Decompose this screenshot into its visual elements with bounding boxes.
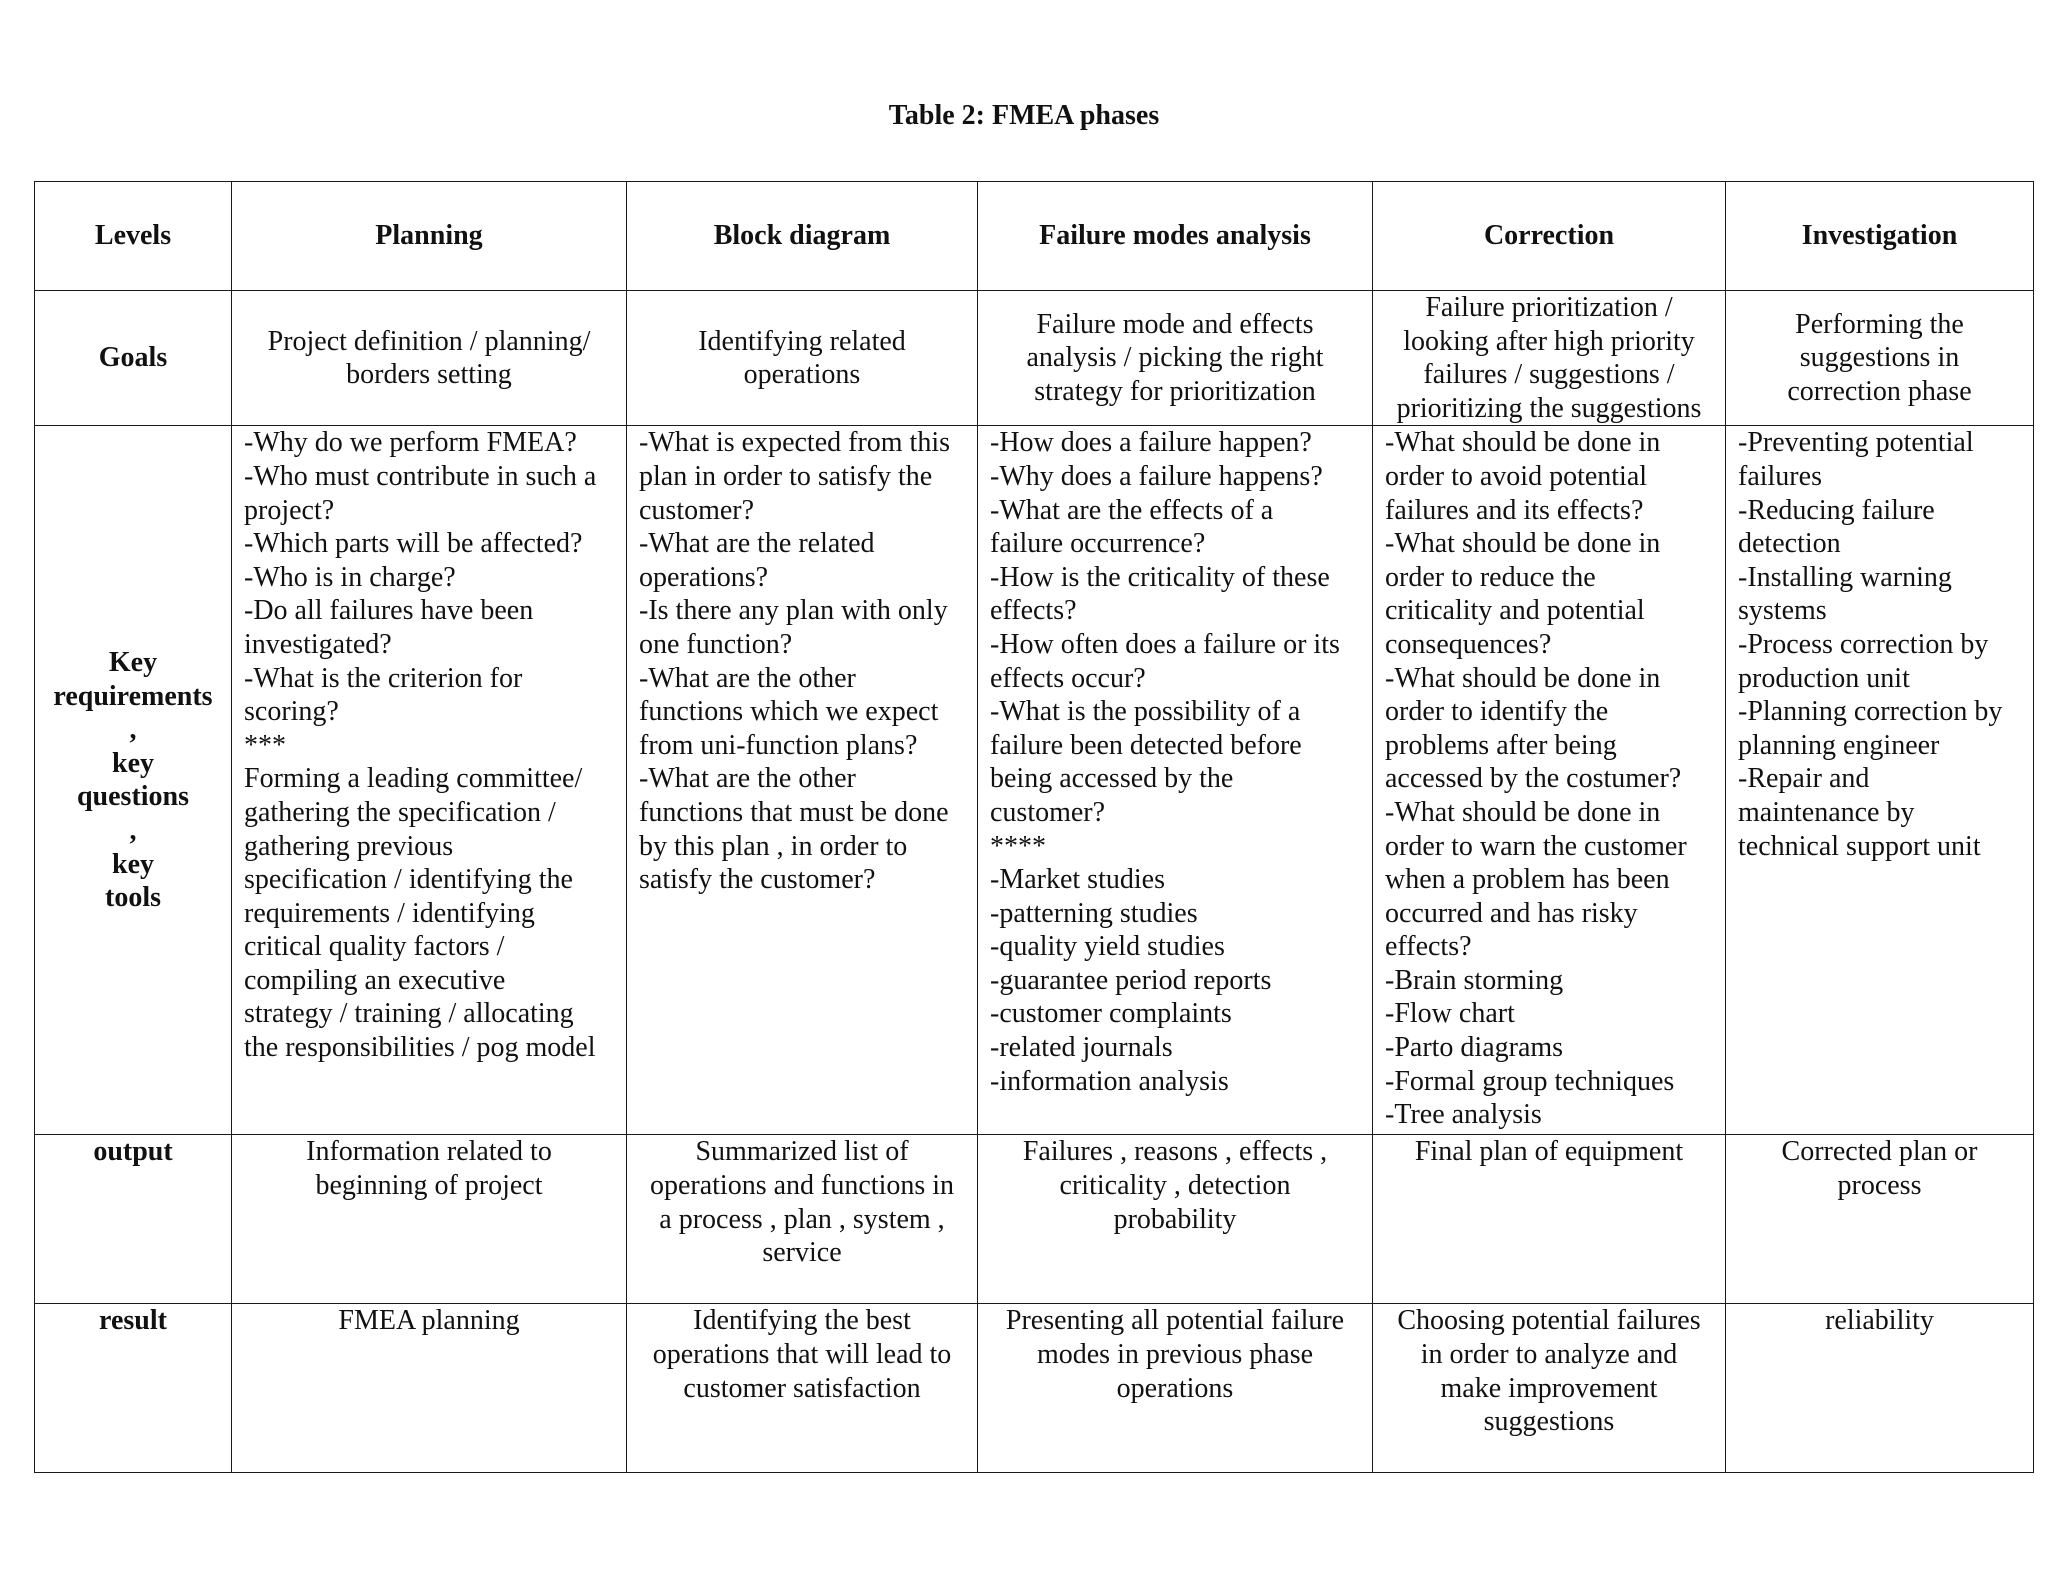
cell-line: -Brain storming	[1385, 964, 1564, 996]
cell-line: one function?	[639, 628, 793, 660]
goals-cell	[1373, 291, 1726, 426]
result-cell	[1726, 1304, 2034, 1473]
cell-line: Presenting all potential failure	[1005, 1305, 1345, 1337]
cell-line: Performing the	[1795, 308, 1964, 340]
output-row	[35, 1135, 2034, 1304]
cell-line: compiling an executive	[244, 964, 506, 996]
cell-line: -What should be done in	[1385, 427, 1661, 459]
cell-line: Project definition / planning/	[267, 325, 591, 357]
cell-line: functions that must be done	[639, 796, 949, 828]
cell-line: Forming a leading committee/	[244, 763, 583, 795]
cell-line: functions which we expect	[639, 696, 939, 728]
cell-line: Summarized list of	[695, 1136, 909, 1168]
cell-line: occurred and has risky	[1385, 897, 1638, 929]
cell-line: -What should be done in	[1385, 528, 1661, 560]
cell-line: order to warn the customer	[1385, 830, 1687, 862]
cell-line: -Do all failures have been	[244, 595, 534, 627]
cell-line: questions	[76, 781, 190, 813]
cell-line: criticality and potential	[1385, 595, 1645, 627]
output-cell	[978, 1135, 1373, 1304]
cell-line: customer?	[990, 796, 1106, 828]
output-cell	[1726, 1135, 2034, 1304]
cell-line: -What are the other	[639, 662, 856, 694]
cell-line: -What are the other	[639, 763, 856, 795]
cell-line: satisfy the customer?	[639, 864, 876, 896]
cell-line: effects occur?	[990, 662, 1146, 694]
cell-line: Failure mode and effects	[1036, 308, 1314, 340]
cell-line: specification / identifying the	[244, 864, 573, 896]
cell-line: -Preventing potential	[1738, 427, 1974, 459]
cell-line: strategy / training / allocating	[244, 998, 574, 1030]
header-cell-correction: Correction	[1373, 182, 1726, 291]
cell-line: gathering the specification /	[244, 796, 556, 828]
cell-line: -quality yield studies	[990, 931, 1225, 963]
cell-line: ****	[990, 830, 1046, 862]
output-cell	[1373, 1135, 1726, 1304]
row-label-goals: Goals	[35, 291, 232, 426]
key-requirements-cell	[232, 426, 627, 1135]
cell-line: -How often does a failure or its	[990, 628, 1340, 660]
cell-line: a process , plan , system ,	[659, 1203, 945, 1235]
cell-line: Final plan of equipment	[1414, 1136, 1684, 1168]
cell-line: production unit	[1738, 662, 1910, 694]
cell-line: process	[1837, 1169, 1922, 1201]
cell-line: -Is there any plan with only	[639, 595, 948, 627]
cell-line: Corrected plan or	[1781, 1136, 1978, 1168]
cell-line: customer?	[639, 494, 755, 526]
cell-line: -What should be done in	[1385, 662, 1661, 694]
cell-line: Choosing potential failures	[1397, 1305, 1701, 1337]
cell-line: strategy for prioritization	[1034, 375, 1316, 407]
cell-line: in order to analyze and	[1420, 1338, 1678, 1370]
cell-line: probability	[1113, 1203, 1237, 1235]
cell-line: Failures , reasons , effects ,	[1022, 1136, 1328, 1168]
cell-line: -Market studies	[990, 864, 1165, 896]
output-cell	[627, 1135, 978, 1304]
cell-line: Information related to	[306, 1136, 552, 1168]
cell-line: correction phase	[1787, 375, 1972, 407]
cell-line: consequences?	[1385, 628, 1552, 660]
cell-line: ,	[129, 714, 137, 746]
cell-line: technical support unit	[1738, 830, 1981, 862]
row-label-output: output	[35, 1135, 232, 1304]
cell-line: failure been detected before	[990, 729, 1302, 761]
cell-line: requirements	[53, 680, 213, 712]
cell-line: order to identify the	[1385, 696, 1609, 728]
cell-line: tools	[105, 882, 161, 914]
result-row	[35, 1304, 2034, 1473]
cell-line: failures	[1738, 460, 1822, 492]
cell-line: accessed by the costumer?	[1385, 763, 1682, 795]
cell-line: systems	[1738, 595, 1827, 627]
cell-line: -What are the related	[639, 528, 875, 560]
key-requirements-cell	[1726, 426, 2034, 1135]
header-cell-investigation: Investigation	[1726, 182, 2034, 291]
cell-line: ,	[129, 814, 137, 846]
cell-line: operations and functions in	[649, 1169, 955, 1201]
cell-line: -Who is in charge?	[244, 561, 456, 593]
cell-line: gathering previous	[244, 830, 454, 862]
cell-line: -Process correction by	[1738, 628, 1989, 660]
row-label-result: result	[35, 1304, 232, 1473]
cell-line: Failure prioritization /	[1425, 292, 1673, 323]
output-cell	[232, 1135, 627, 1304]
cell-line: -Tree analysis	[1385, 1099, 1542, 1131]
cell-line: -What should be done in	[1385, 796, 1661, 828]
cell-line: key	[112, 747, 154, 779]
cell-line: operations that will lead to	[652, 1338, 952, 1370]
cell-line: -Parto diagrams	[1385, 1032, 1564, 1064]
cell-line: operations?	[639, 561, 769, 593]
cell-line: operations	[743, 359, 861, 391]
cell-line: -Who must contribute in such a	[244, 460, 597, 492]
cell-line: reliability	[1825, 1305, 1934, 1337]
cell-line: -Flow chart	[1385, 998, 1515, 1030]
fmea-phases-table	[34, 181, 2034, 1473]
cell-line: -information analysis	[990, 1065, 1229, 1097]
cell-line: Key	[108, 647, 158, 678]
cell-line: being accessed by the	[990, 763, 1234, 795]
cell-line: requirements / identifying	[244, 897, 535, 929]
cell-line: analysis / picking the right	[1026, 342, 1324, 374]
cell-line: beginning of project	[315, 1169, 543, 1201]
cell-line: maintenance by	[1738, 796, 1915, 828]
result-cell	[627, 1304, 978, 1473]
header-cell-planning: Planning	[232, 182, 627, 291]
cell-line: looking after high priority	[1403, 325, 1695, 357]
header-cell-block-diagram: Block diagram	[627, 182, 978, 291]
cell-line: when a problem has been	[1385, 864, 1670, 896]
goals-cell	[232, 291, 627, 426]
cell-line: order to reduce the	[1385, 561, 1596, 593]
cell-line: make improvement	[1440, 1372, 1658, 1404]
cell-line: customer satisfaction	[683, 1372, 921, 1404]
cell-line: ***	[244, 729, 286, 761]
cell-line: borders setting	[346, 359, 512, 391]
header-cell-failure-modes-analysis: Failure modes analysis	[978, 182, 1373, 291]
key-requirements-cell	[627, 426, 978, 1135]
cell-line: detection	[1738, 528, 1841, 560]
cell-line: from uni-function plans?	[639, 729, 918, 761]
cell-line: -Reducing failure	[1738, 494, 1935, 526]
cell-line: -What is the criterion for	[244, 662, 523, 694]
cell-line: -Why do we perform FMEA?	[244, 427, 577, 459]
cell-line: -What is expected from this	[639, 427, 951, 459]
cell-line: failures and its effects?	[1385, 494, 1644, 526]
cell-line: failures / suggestions /	[1423, 359, 1675, 391]
cell-line: operations	[1116, 1372, 1234, 1404]
cell-line: prioritizing the suggestions	[1396, 392, 1702, 424]
cell-line: project?	[244, 494, 335, 526]
row-label-key-requirements	[35, 426, 232, 1135]
goals-cell	[1726, 291, 2034, 426]
cell-line: service	[762, 1237, 842, 1269]
cell-line: scoring?	[244, 696, 339, 728]
header-cell-levels: Levels	[35, 182, 232, 291]
cell-line: -Formal group techniques	[1385, 1065, 1675, 1097]
cell-line: -customer complaints	[990, 998, 1232, 1030]
cell-line: -Which parts will be affected?	[244, 528, 583, 560]
cell-line: -Why does a failure happens?	[990, 460, 1323, 492]
cell-line: plan in order to satisfy the	[639, 460, 933, 492]
cell-line: problems after being	[1385, 729, 1617, 761]
cell-line: critical quality factors /	[244, 931, 505, 963]
table-title: Table 2: FMEA phases	[888, 100, 1160, 131]
cell-line: effects?	[990, 595, 1077, 627]
cell-line: -patterning studies	[990, 897, 1198, 929]
cell-line: Identifying the best	[693, 1305, 911, 1337]
cell-line: -What are the effects of a	[990, 494, 1274, 526]
cell-line: -Installing warning	[1738, 561, 1952, 593]
goals-cell	[978, 291, 1373, 426]
cell-line: -guarantee period reports	[990, 964, 1272, 996]
result-cell	[232, 1304, 627, 1473]
key-requirements-cell	[978, 426, 1373, 1135]
cell-line: FMEA planning	[338, 1305, 520, 1337]
cell-line: -How is the criticality of these	[990, 561, 1330, 593]
cell-line: investigated?	[244, 628, 392, 660]
header-row	[35, 182, 2034, 291]
result-cell	[978, 1304, 1373, 1473]
cell-line: -How does a failure happen?	[990, 427, 1312, 459]
cell-line: Identifying related	[698, 325, 906, 357]
cell-line: -related journals	[990, 1032, 1173, 1064]
cell-line: order to avoid potential	[1385, 460, 1648, 492]
cell-line: failure occurrence?	[990, 528, 1206, 560]
cell-line: -Repair and	[1738, 763, 1870, 795]
result-cell	[1373, 1304, 1726, 1473]
cell-line: by this plan , in order to	[639, 830, 908, 862]
cell-line: the responsibilities / pog model	[244, 1032, 596, 1064]
cell-line: planning engineer	[1738, 729, 1940, 761]
cell-line: -What is the possibility of a	[990, 696, 1301, 728]
cell-line: key	[112, 848, 154, 880]
cell-line: effects?	[1385, 931, 1472, 963]
goals-row	[35, 291, 2034, 426]
key-requirements-row	[35, 426, 2034, 1135]
key-requirements-cell	[1373, 426, 1726, 1135]
cell-line: suggestions	[1483, 1406, 1615, 1438]
cell-line: modes in previous phase	[1036, 1338, 1314, 1370]
cell-line: -Planning correction by	[1738, 696, 2003, 728]
cell-line: suggestions in	[1799, 342, 1960, 374]
cell-line: criticality , detection	[1059, 1169, 1291, 1201]
goals-cell	[627, 291, 978, 426]
